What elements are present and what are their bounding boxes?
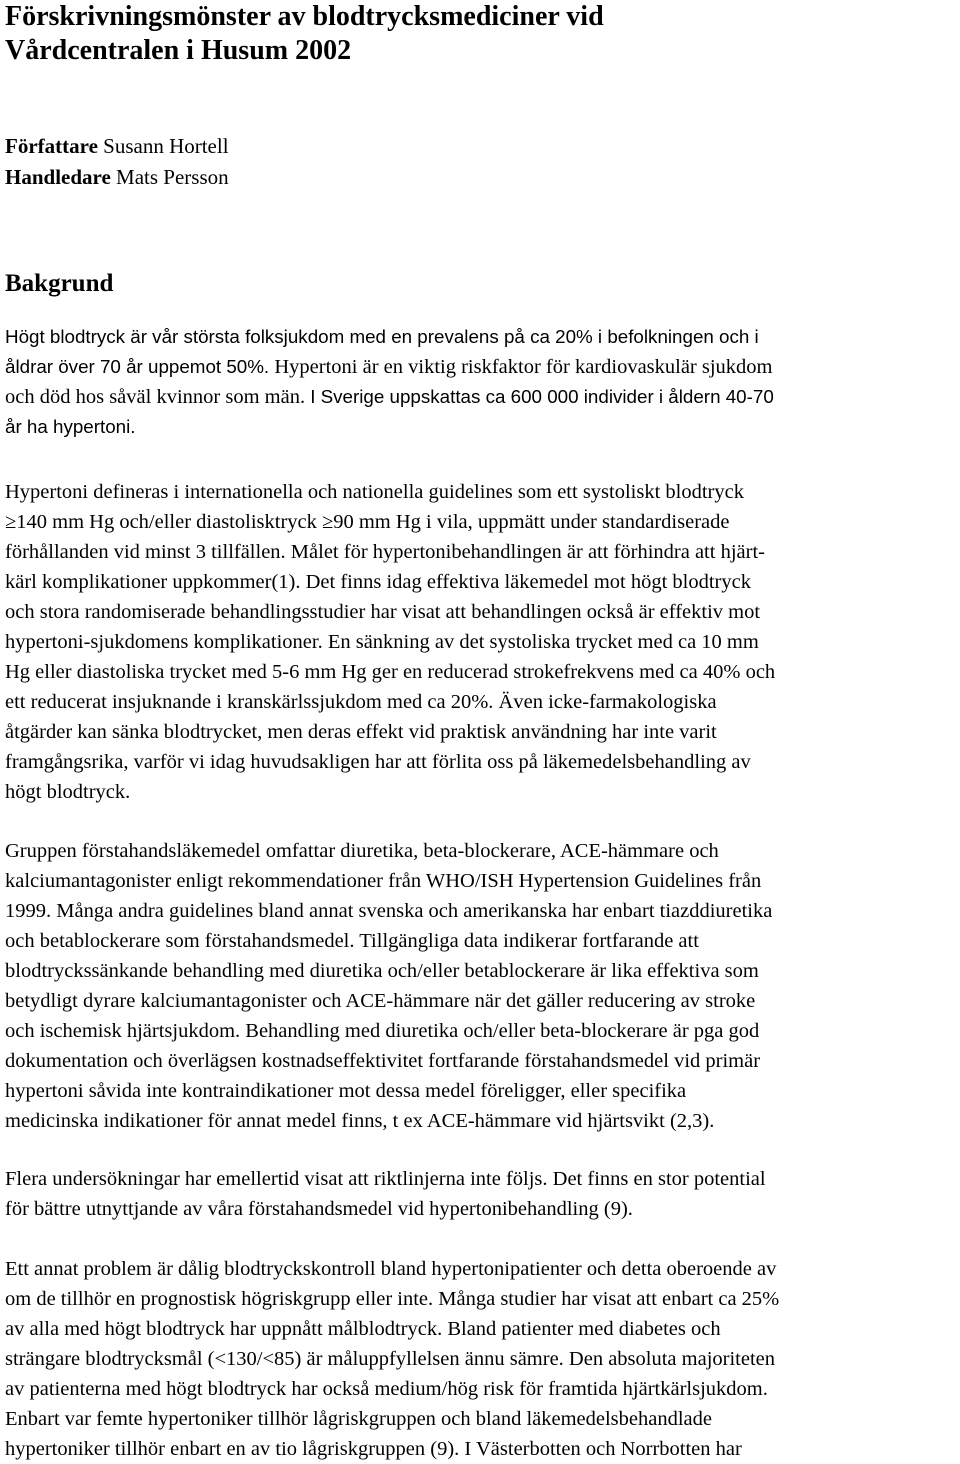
line-segment: och död hos såväl kvinnor som män. [5,386,311,408]
paragraph-line: förhållanden vid minst 3 tillfällen. Målet för hypertonibehandlingen är att förhindra att hjärt- [5,541,765,563]
paragraph-line: Enbart var femte hypertoniker tillhör lågriskgruppen och bland läkemedelsbehandlade [5,1408,712,1430]
paragraph-1 [5,322,960,442]
paragraph-line: betydligt dyrare kalciumantagonister och ACE-hämmare när det gäller reducering av stroke [5,990,756,1012]
paragraph-line: kalciumantagonister enligt rekommendationer från WHO/ISH Hypertension Guidelines från [5,870,762,892]
paragraph-line: och ischemisk hjärtsjukdom. Behandling med diuretika och/eller beta-blockerare är pga god [5,1020,760,1042]
title-line: Förskrivningsmönster av blodtrycksmediciner vid [5,1,604,32]
paragraph-line: Högt blodtryck är vår största folksjukdom med en prevalens på ca 20% i befolkningen och i [5,326,759,347]
paragraph-line: ett reducerat insjuknande i kranskärlssjukdom med ca 20%. Även icke-farmakologiska [5,691,717,713]
paragraph-line: Flera undersökningar har emellertid visat att riktlinjerna inte följs. Det finns en stor potential [5,1168,766,1190]
paragraph-line: åtgärder kan sänka blodtrycket, men deras effekt vid praktisk användning har inte varit [5,721,717,743]
line-segment: Hypertoni är en viktig riskfaktor för kardiovaskulär sjukdom [274,356,773,378]
paragraph-line: av patienterna med högt blodtryck har också medium/hög risk för framtida hjärtkärlsjukdom. [5,1378,768,1400]
paragraph-line: framgångsrika, varför vi idag huvudsakligen har att förlita oss på läkemedelsbehandling av [5,751,751,773]
paragraph-line: kärl komplikationer uppkommer(1). Det finns idag effektiva läkemedel mot högt blodtryck [5,571,751,593]
paragraph-line: Gruppen förstahandsläkemedel omfattar diuretika, beta-blockerare, ACE-hämmare och [5,840,719,862]
paragraph-line: dokumentation och överlägsen kostnadseffektivitet fortfarande förstahandsmedel vid primär [5,1050,761,1072]
document-title [5,0,955,68]
supervisor-name: Mats Persson [116,165,229,189]
paragraph-4 [5,1164,960,1224]
paragraph-line: hypertoniker tillhör enbart en av tio lågriskgruppen (9). I Västerbotten och Norrbotten har [5,1438,742,1460]
paragraph-line: hypertoni-sjukdomens komplikationer. En sänkning av det systoliska trycket med ca 10 mm [5,631,759,653]
paragraph-line: och betablockerare som förstahandsmedel. Tillgängliga data indikerar fortfarande att [5,930,699,952]
paragraph-line [5,382,960,412]
paragraph-3 [5,836,960,1136]
line-segment: I Sverige uppskattas ca 600 000 individer i åldern 40-70 [310,386,774,407]
section-heading: Bakgrund [5,270,114,297]
paragraph-line: blodtryckssänkande behandling med diuretika och/eller betablockerare är lika effektiva som [5,960,759,982]
author-label: Författare [5,134,98,158]
paragraph-line: 1999. Många andra guidelines bland annat svenska och amerikanska har enbart tiazddiuretika [5,900,773,922]
paragraph-line: högt blodtryck. [5,781,131,803]
paragraph-line: Ett annat problem är dålig blodtryckskontroll bland hypertonipatienter och detta oberoende av [5,1258,777,1280]
paragraph-line: Hg eller diastoliska trycket med 5-6 mm Hg ger en reducerad strokefrekvens med ca 40% och [5,661,776,683]
paragraph-line: av alla med högt blodtryck har uppnått målblodtryck. Bland patienter med diabetes och [5,1318,721,1340]
paragraph-line: strängare blodtrycksmål (<130/<85) är måluppfyllelsen ännu sämre. Den absoluta majoriteten [5,1348,776,1370]
paragraph-line: hypertoni såvida inte kontraindikationer mot dessa medel föreligger, eller specifika [5,1080,687,1102]
paragraph-line: Hypertoni defineras i internationella och nationella guidelines som ett systoliskt blodtryck [5,481,744,503]
paragraph-line: år ha hypertoni. [5,416,136,437]
author-line [5,131,229,162]
line-segment: åldrar över 70 år uppemot 50%. [5,356,275,377]
author-name: Susann Hortell [103,134,229,158]
paragraph-5 [5,1254,960,1464]
paragraph-line: för bättre utnyttjande av våra förstahandsmedel vid hypertonibehandling (9). [5,1198,633,1220]
paragraph-line [5,352,960,382]
paragraph-line: och stora randomiserade behandlingsstudier har visat att behandlingen också är effektiv mot [5,601,761,623]
supervisor-label: Handledare [5,165,111,189]
paragraph-line: om de tillhör en prognostisk högriskgrupp eller inte. Många studier har visat att enbart ca 25% [5,1288,780,1310]
paragraph-line: ≥140 mm Hg och/eller diastolisktryck ≥90 mm Hg i vila, uppmätt under standardiserade [5,511,730,533]
paragraph-line: medicinska indikationer för annat medel finns, t ex ACE-hämmare vid hjärtsvikt (2,3). [5,1110,715,1132]
paragraph-2 [5,477,960,807]
supervisor-line [5,162,229,193]
credits-block [5,131,229,193]
title-line: Vårdcentralen i Husum 2002 [5,35,352,66]
